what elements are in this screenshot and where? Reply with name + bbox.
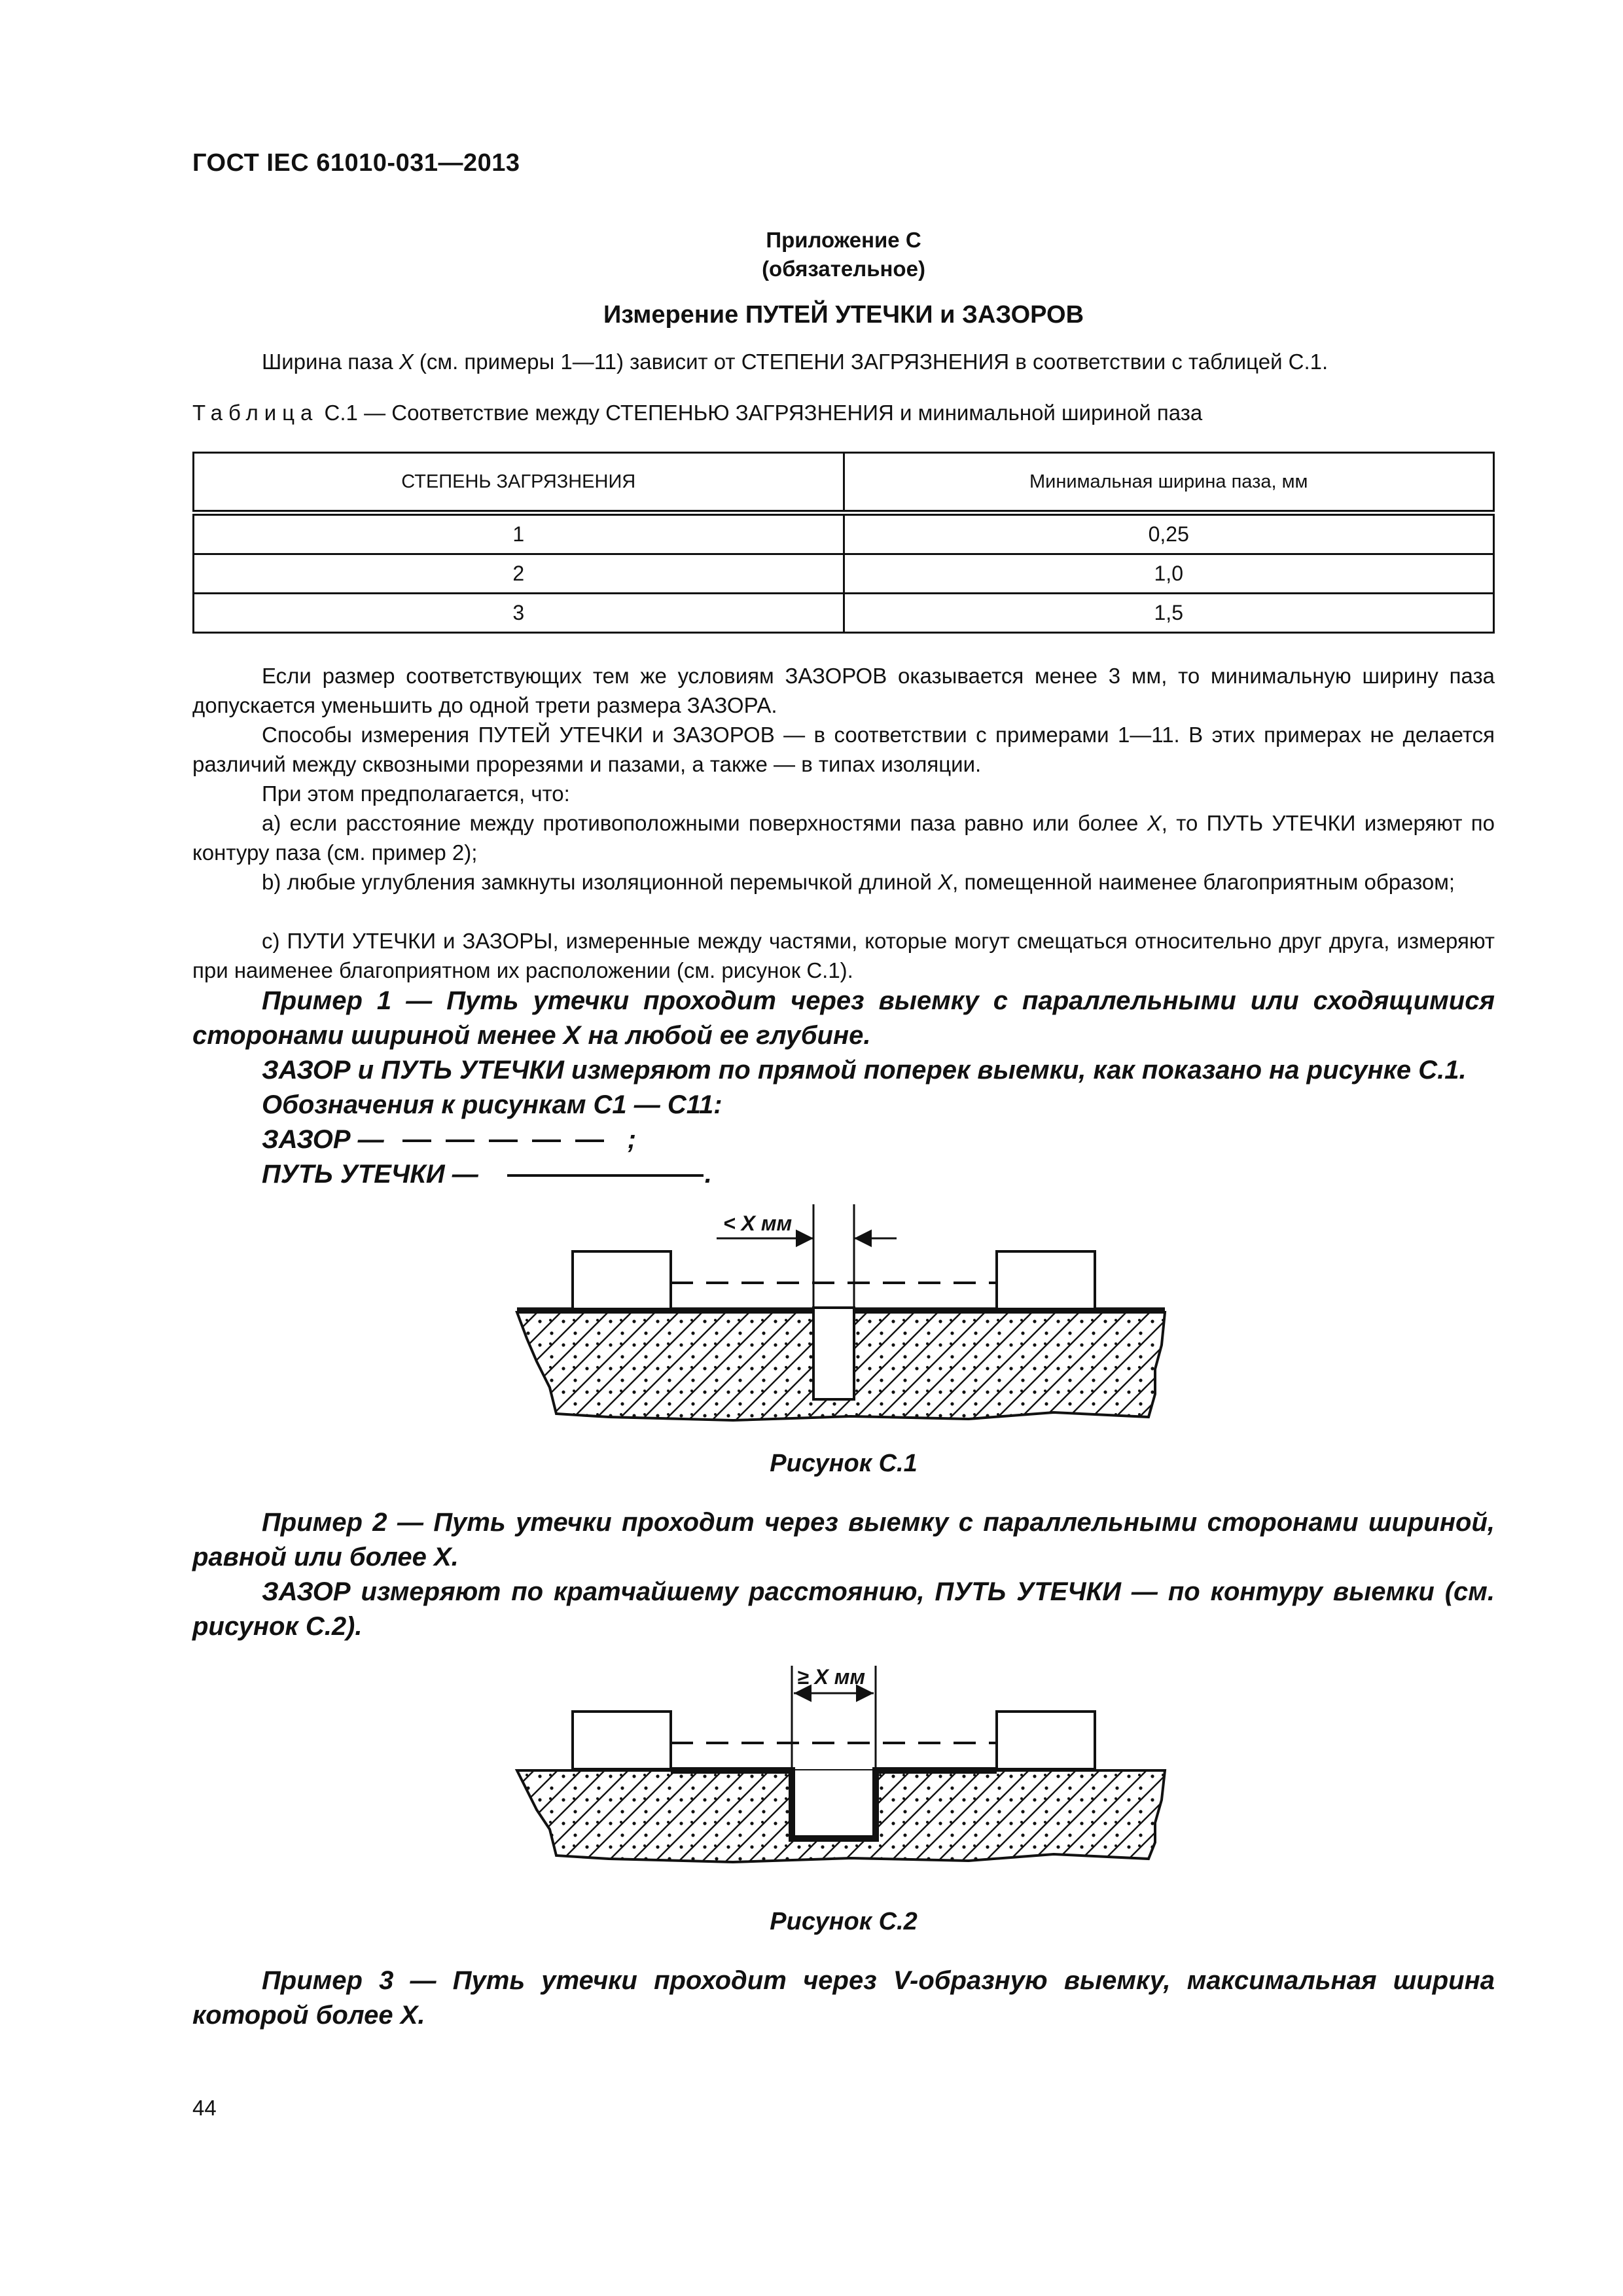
legend-clearance (192, 1122, 1495, 1157)
annex-title: Приложение С (766, 228, 921, 252)
example-1-statement: Пример 1 — Путь утечки проходит через выемку с параллельными или сходящимися сторонами шириной менее X на любой ее глубине. (192, 986, 1495, 1050)
legend-title: Обозначения к рисункам С1 — С11: (262, 1090, 722, 1119)
table-caption (192, 401, 1202, 425)
groove (813, 1308, 854, 1399)
list-item-a-text-2: , то ПУТЬ УТЕЧКИ измеряют по контуру паза (см. пример 2); (192, 811, 1495, 865)
list-item-a (192, 808, 1495, 867)
example-2-statement: Пример 2 — Путь утечки проходит через выемку с параллельными сторонами шириной, равной или более X. (192, 1508, 1495, 1571)
legend-creepage-end: . (704, 1160, 712, 1189)
table-caption-label: Таблица (192, 401, 319, 425)
list-item-a-text-1: а) если расстояние между противоположными поверхностями паза равно или более (262, 811, 1147, 835)
paragraph-reduced-width: Если размер соответствующих тем же условиям ЗАЗОРОВ оказывается менее 3 мм, то минимальную ширину паза допускается уменьшить до одной трети размера ЗАЗОРА. (192, 664, 1495, 717)
list-item-b (192, 867, 1495, 897)
dimension-label: ≥ X мм (797, 1665, 866, 1689)
table-caption-text: С.1 — Соответствие между СТЕПЕНЬЮ ЗАГРЯЗНЕНИЯ и минимальной шириной паза (318, 401, 1203, 425)
legend-creepage (192, 1157, 1495, 1192)
table-row (194, 513, 1494, 554)
groove (792, 1770, 876, 1839)
page-header: ГОСТ IEC 61010-031—2013 (192, 149, 520, 177)
legend-clearance-end: ; (627, 1125, 637, 1154)
paragraph-assumptions: При этом предполагается, что: (262, 781, 570, 806)
table-header-cell: СТЕПЕНЬ ЗАГРЯЗНЕНИЯ (194, 453, 844, 513)
table-header-cell: Минимальная ширина паза, мм (844, 453, 1494, 513)
conductor-left (573, 1251, 671, 1309)
figure-c2-caption: Рисунок С.2 (770, 1908, 918, 1935)
legend-clearance-label: ЗАЗОР — (262, 1125, 384, 1154)
example-1-measurement: ЗАЗОР и ПУТЬ УТЕЧКИ измеряют по прямой поперек выемки, как показано на рисунке С.1. (262, 1056, 1467, 1085)
page-number: 44 (192, 2096, 217, 2120)
table-cell: 1 (194, 513, 844, 554)
figure-c1-caption: Рисунок С.1 (770, 1450, 918, 1477)
figure-c1-diagram (510, 1198, 1185, 1446)
table-cell: 0,25 (844, 513, 1494, 554)
conductor-right (997, 1251, 1095, 1309)
list-item-b-variable: X (938, 870, 953, 894)
annex-status: (обязательное) (762, 257, 925, 281)
dimension-label: < X мм (723, 1211, 793, 1235)
table-cell: 2 (194, 554, 844, 594)
list-item-a-variable: X (1147, 811, 1162, 835)
table-row (194, 594, 1494, 633)
example-2-measurement: ЗАЗОР измеряют по кратчайшему расстоянию, ПУТЬ УТЕЧКИ — по контуру выемки (см. рисунок С.2). (192, 1577, 1495, 1641)
example-3-statement: Пример 3 — Путь утечки проходит через V-образную выемку, максимальная ширина которой более X. (192, 1966, 1495, 2030)
intro-paragraph (192, 347, 1495, 376)
table-cell: 1,0 (844, 554, 1494, 594)
list-item-c: с) ПУТИ УТЕЧКИ и ЗАЗОРЫ, измеренные между частями, которые могут смещаться относительно друг друга, измеряют при наименее благоприятном их расположении (см. рисунок С.1). (192, 929, 1495, 982)
legend-creepage-label: ПУТЬ УТЕЧКИ — (262, 1160, 478, 1189)
creepage-line-sample (507, 1169, 704, 1182)
list-item-b-text-2: , помещенной наименее благоприятным образом; (952, 870, 1455, 894)
section-title: Измерение ПУТЕЙ УТЕЧКИ и ЗАЗОРОВ (603, 301, 1084, 329)
intro-variable: X (399, 350, 414, 374)
pollution-degree-table (192, 452, 1495, 634)
intro-text-2: (см. примеры 1—11) зависит от СТЕПЕНИ ЗАГРЯЗНЕНИЯ в соответствии с таблицей С.1. (413, 350, 1329, 374)
conductor-left (573, 1712, 671, 1769)
table-row (194, 554, 1494, 594)
table-cell: 1,5 (844, 594, 1494, 633)
figure-c2-diagram (510, 1653, 1185, 1882)
conductor-right (997, 1712, 1095, 1769)
intro-text-1: Ширина паза (262, 350, 399, 374)
table-header-row (194, 453, 1494, 513)
paragraph-methods: Способы измерения ПУТЕЙ УТЕЧКИ и ЗАЗОРОВ — в соответствии с примерами 1—11. В этих примерах не делается различий между сквозными прорезями и пазами, а также — в типах изоляции. (192, 723, 1495, 776)
list-item-b-text-1: b) любые углубления замкнуты изоляционной перемычкой длиной (262, 870, 938, 894)
table-cell: 3 (194, 594, 844, 633)
clearance-line-sample (402, 1134, 618, 1147)
